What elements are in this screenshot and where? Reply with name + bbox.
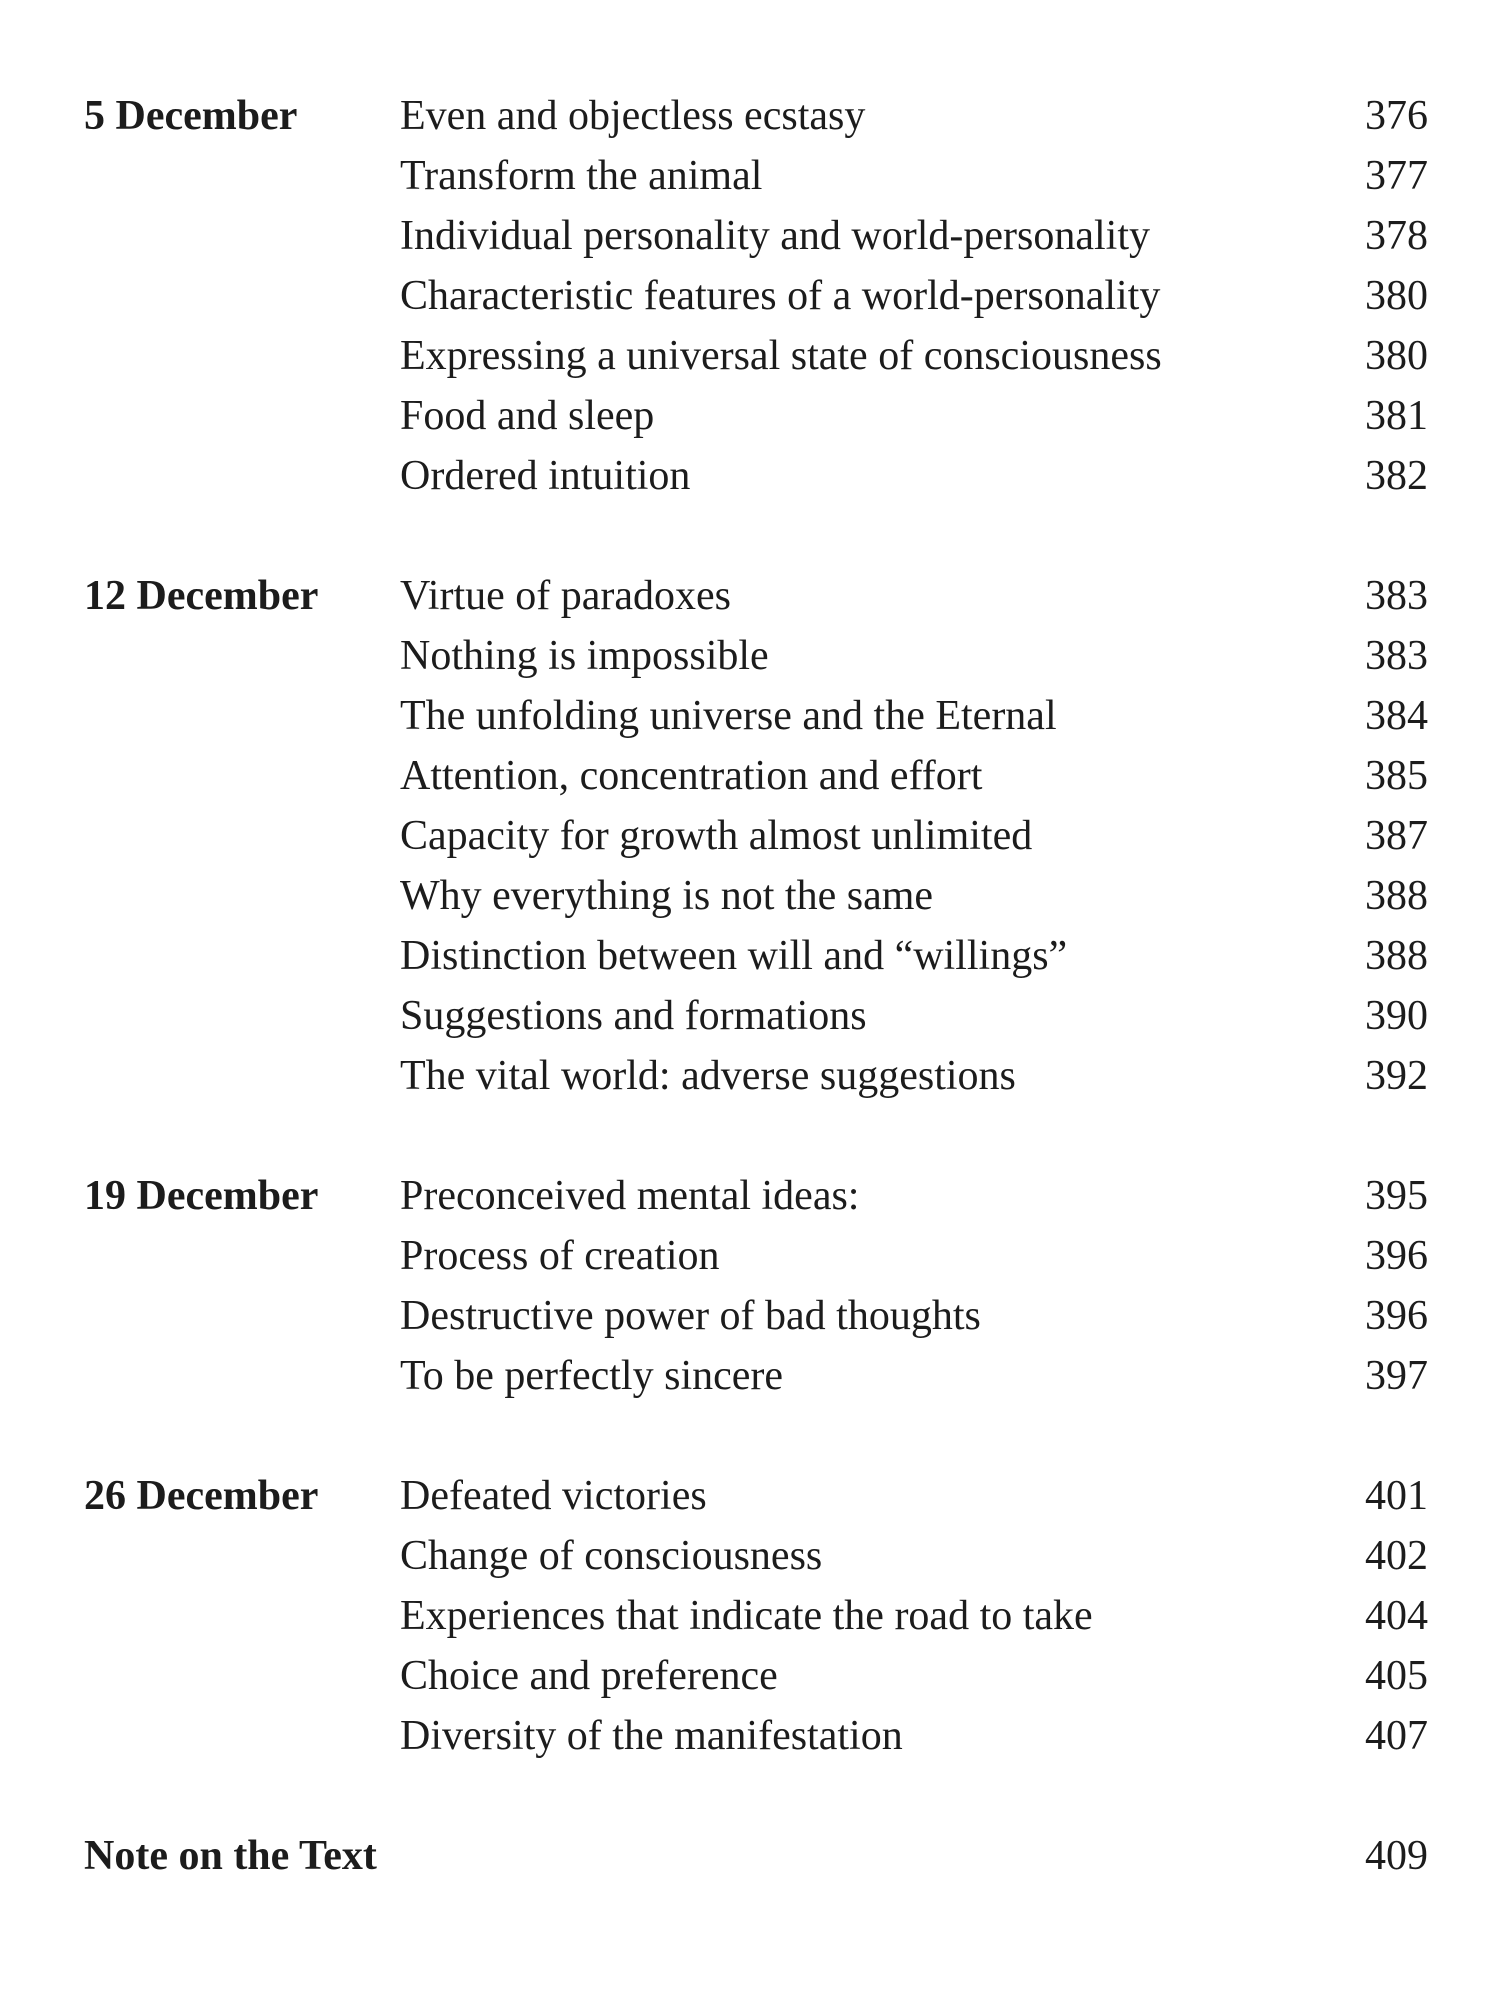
entry-title: Even and objectless ecstasy [400, 93, 866, 139]
toc-entry[interactable] [0, 1526, 1500, 1586]
toc-entry[interactable] [0, 686, 1500, 746]
entry-title: Preconceived mental ideas: [400, 1173, 860, 1219]
entry-title: Ordered intuition [400, 453, 691, 499]
note-page-number: 409 [1365, 1833, 1428, 1879]
entry-title: Experiences that indicate the road to take [400, 1593, 1093, 1639]
toc-entry[interactable] [0, 1286, 1500, 1346]
entry-page-number: 380 [1365, 333, 1428, 379]
entry-page-number: 383 [1365, 573, 1428, 619]
entry-page-number: 381 [1365, 393, 1428, 439]
entry-page-number: 407 [1365, 1713, 1428, 1759]
toc-entry[interactable] [0, 146, 1500, 206]
section-date: 19 December [84, 1173, 319, 1219]
entry-page-number: 388 [1365, 933, 1428, 979]
toc-entry[interactable] [0, 86, 1500, 146]
entry-page-number: 404 [1365, 1593, 1428, 1639]
entry-page-number: 401 [1365, 1473, 1428, 1519]
toc-entry[interactable] [0, 1046, 1500, 1106]
entry-page-number: 380 [1365, 273, 1428, 319]
entry-title: To be perfectly sincere [400, 1353, 784, 1399]
entry-title: Defeated victories [400, 1473, 707, 1519]
entry-title: The unfolding universe and the Eternal [400, 693, 1057, 739]
entry-title: Diversity of the manifestation [400, 1713, 903, 1759]
entry-title: The vital world: adverse suggestions [400, 1053, 1016, 1099]
entry-title: Food and sleep [400, 393, 655, 439]
toc-entry[interactable] [0, 1466, 1500, 1526]
entry-page-number: 377 [1365, 153, 1428, 199]
toc-entry[interactable] [0, 1646, 1500, 1706]
entry-page-number: 376 [1365, 93, 1428, 139]
entry-page-number: 383 [1365, 633, 1428, 679]
entry-title: Choice and preference [400, 1653, 778, 1699]
entry-page-number: 385 [1365, 753, 1428, 799]
entry-title: Process of creation [400, 1233, 720, 1279]
entry-page-number: 382 [1365, 453, 1428, 499]
entry-title: Virtue of paradoxes [400, 573, 732, 619]
entry-page-number: 397 [1365, 1353, 1428, 1399]
toc-entry[interactable] [0, 1166, 1500, 1226]
toc-entry[interactable] [0, 1226, 1500, 1286]
entry-title: Capacity for growth almost unlimited [400, 813, 1033, 859]
entry-title: Attention, concentration and effort [400, 753, 983, 799]
entry-title: Expressing a universal state of consciousness [400, 333, 1162, 379]
entry-title: Destructive power of bad thoughts [400, 1293, 981, 1339]
toc-entry[interactable] [0, 566, 1500, 626]
toc-entry[interactable] [0, 386, 1500, 446]
entry-title: Characteristic features of a world-personality [400, 273, 1161, 319]
toc-entry[interactable] [0, 1346, 1500, 1406]
entry-title: Transform the animal [400, 153, 763, 199]
toc-entry[interactable] [0, 266, 1500, 326]
toc-entry[interactable] [0, 1586, 1500, 1646]
entry-page-number: 378 [1365, 213, 1428, 259]
entry-page-number: 396 [1365, 1293, 1428, 1339]
entry-page-number: 388 [1365, 873, 1428, 919]
entry-title: Suggestions and formations [400, 993, 867, 1039]
entry-page-number: 405 [1365, 1653, 1428, 1699]
toc-entry[interactable] [0, 866, 1500, 926]
entry-title: Nothing is impossible [400, 633, 769, 679]
entry-page-number: 387 [1365, 813, 1428, 859]
toc-entry[interactable] [0, 806, 1500, 866]
entry-page-number: 392 [1365, 1053, 1428, 1099]
toc-entry[interactable] [0, 626, 1500, 686]
entry-title: Why everything is not the same [400, 873, 934, 919]
section-date: 5 December [84, 93, 298, 139]
entry-page-number: 395 [1365, 1173, 1428, 1219]
toc-entry[interactable] [0, 926, 1500, 986]
toc-entry[interactable] [0, 446, 1500, 506]
toc-entry[interactable] [0, 986, 1500, 1046]
toc-entry[interactable] [0, 326, 1500, 386]
section-date: 12 December [84, 573, 319, 619]
entry-title: Change of consciousness [400, 1533, 823, 1579]
entry-title: Distinction between will and “willings” [400, 933, 1068, 979]
toc-entry[interactable] [0, 1706, 1500, 1766]
toc-entry[interactable] [0, 206, 1500, 266]
entry-page-number: 396 [1365, 1233, 1428, 1279]
entry-page-number: 402 [1365, 1533, 1428, 1579]
entry-page-number: 390 [1365, 993, 1428, 1039]
entry-page-number: 384 [1365, 693, 1428, 739]
entry-title: Individual personality and world-personality [400, 213, 1150, 259]
note-title: Note on the Text [84, 1833, 377, 1879]
section-date: 26 December [84, 1473, 319, 1519]
toc-entry[interactable] [0, 746, 1500, 806]
